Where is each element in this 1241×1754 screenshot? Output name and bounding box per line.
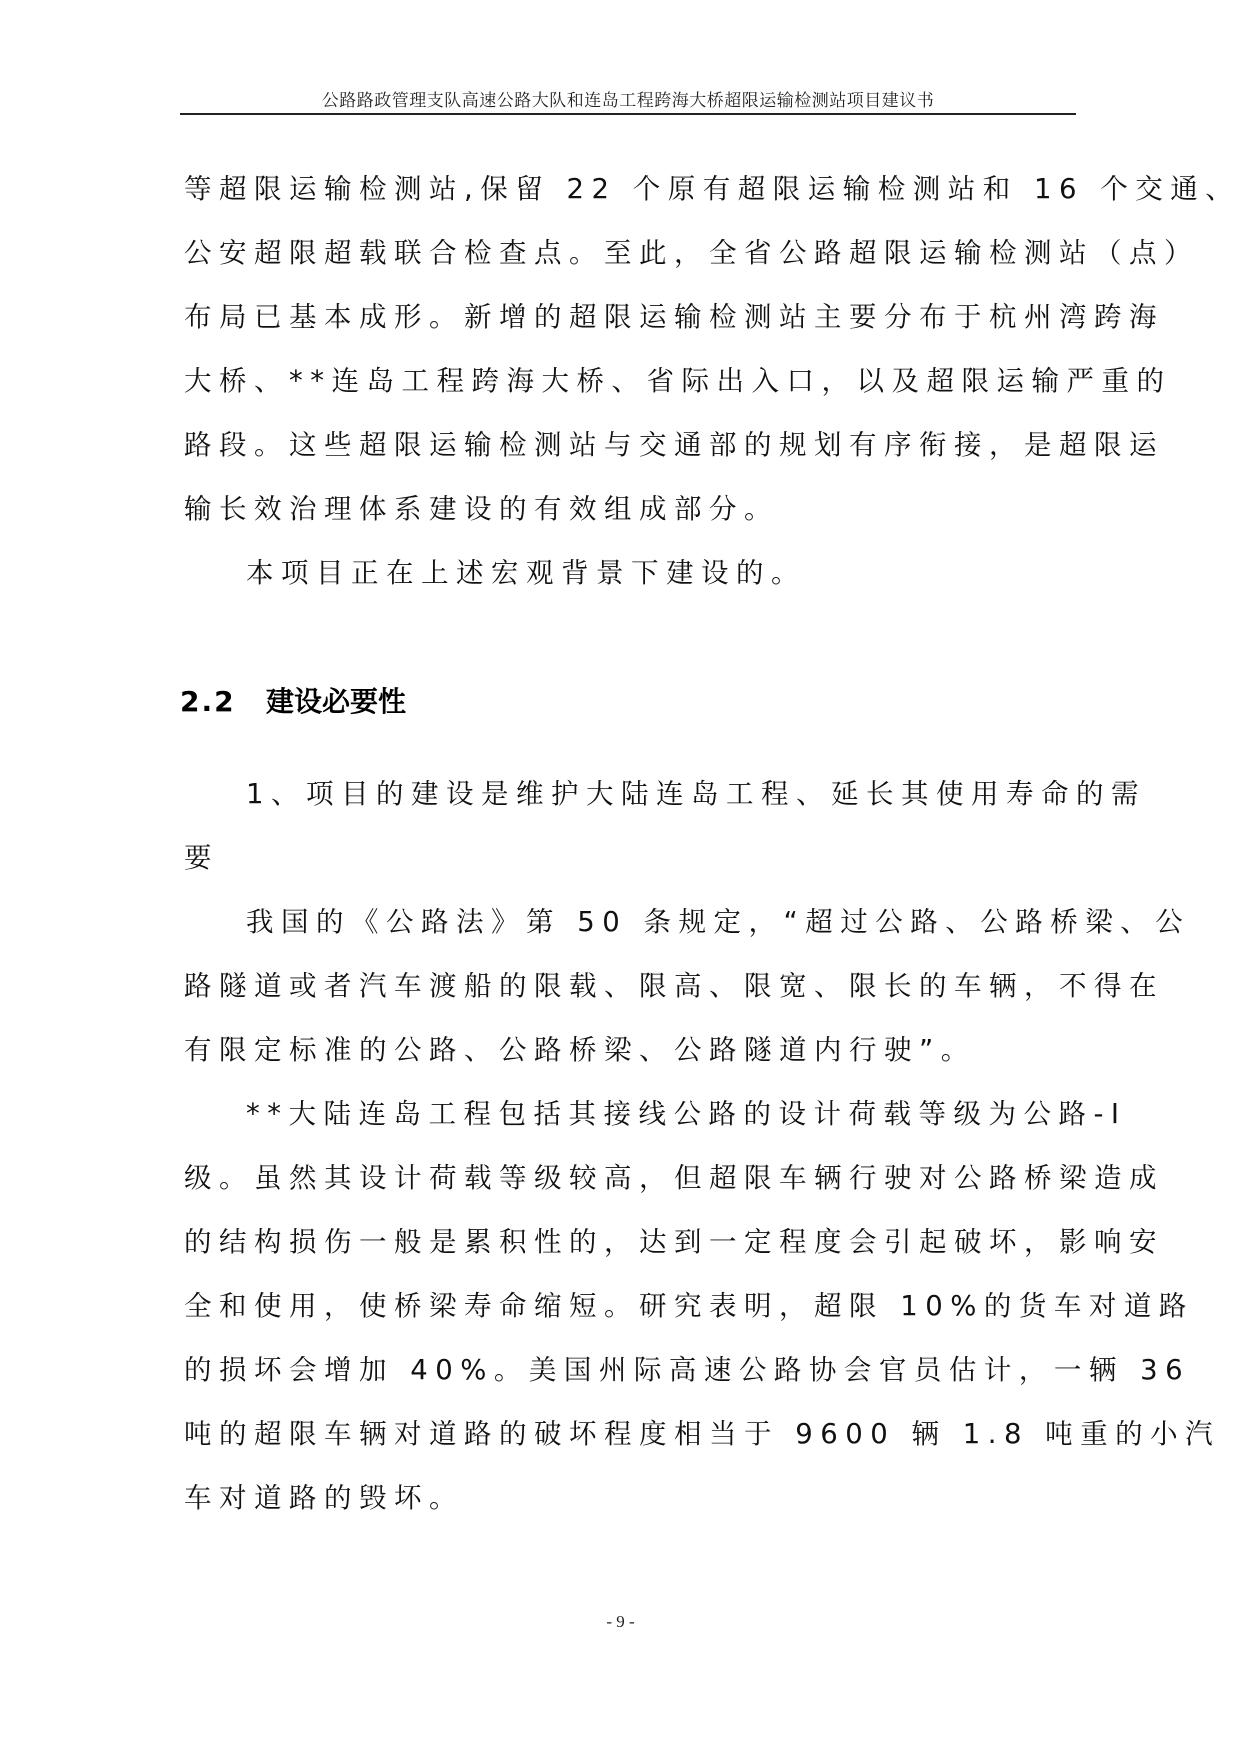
text-line: 的损坏会增加 40%。美国州际高速公路协会官员估计，一辆 36 xyxy=(184,1354,1191,1386)
section-title: 建设必要性 xyxy=(266,685,407,718)
section-heading xyxy=(180,680,406,720)
text-line: 吨的超限车辆对道路的破坏程度相当于 9600 辆 1.8 吨重的小汽 xyxy=(184,1418,1221,1450)
text-line: 输长效治理体系建设的有效组成部分。 xyxy=(184,493,779,525)
text-line: 路隧道或者汽车渡船的限载、限高、限宽、限长的车辆，不得在 xyxy=(184,970,1164,1002)
paragraph-necessity xyxy=(184,762,1221,1530)
paragraph-project-background xyxy=(184,541,1076,605)
text-line: 路段。这些超限运输检测站与交通部的规划有序衔接，是超限运 xyxy=(184,429,1164,461)
text-line: 布局已基本成形。新增的超限运输检测站主要分布于杭州湾跨海 xyxy=(184,301,1164,333)
page-number: - 9 - xyxy=(606,1612,635,1631)
text-line: 大桥、**连岛工程跨海大桥、省际出入口，以及超限运输严重的 xyxy=(184,365,1172,397)
text-line: **大陆连岛工程包括其接线公路的设计荷载等级为公路-I xyxy=(246,1098,1127,1130)
section-number: 2.2 xyxy=(180,685,236,718)
text-line: 要 xyxy=(184,842,219,874)
text-line: 有限定标准的公路、公路桥梁、公路隧道内行驶”。 xyxy=(184,1034,976,1066)
text-line: 车对道路的毁坏。 xyxy=(184,1482,464,1514)
text-line: 级。虽然其设计荷载等级较高，但超限车辆行驶对公路桥梁造成 xyxy=(184,1162,1164,1194)
text-line: 本项目正在上述宏观背景下建设的。 xyxy=(246,557,806,589)
text-line: 1、项目的建设是维护大陆连岛工程、延长其使用寿命的需 xyxy=(246,778,1146,810)
text-line: 公安超限超载联合检查点。至此，全省公路超限运输检测站（点） xyxy=(184,237,1199,269)
running-header: 公路路政管理支队高速公路大队和连岛工程跨海大桥超限运输检测站项目建议书 xyxy=(321,91,935,111)
text-line: 我国的《公路法》第 50 条规定，“超过公路、公路桥梁、公 xyxy=(246,906,1191,938)
header-rule xyxy=(180,113,1076,115)
text-line: 的结构损伤一般是累积性的，达到一定程度会引起破坏，影响安 xyxy=(184,1226,1164,1258)
paragraph-station-layout xyxy=(184,157,1241,541)
text-line: 等超限运输检测站,保留 22 个原有超限运输检测站和 16 个交通、 xyxy=(184,173,1241,205)
text-line: 全和使用，使桥梁寿命缩短。研究表明，超限 10%的货车对道路 xyxy=(184,1290,1194,1322)
